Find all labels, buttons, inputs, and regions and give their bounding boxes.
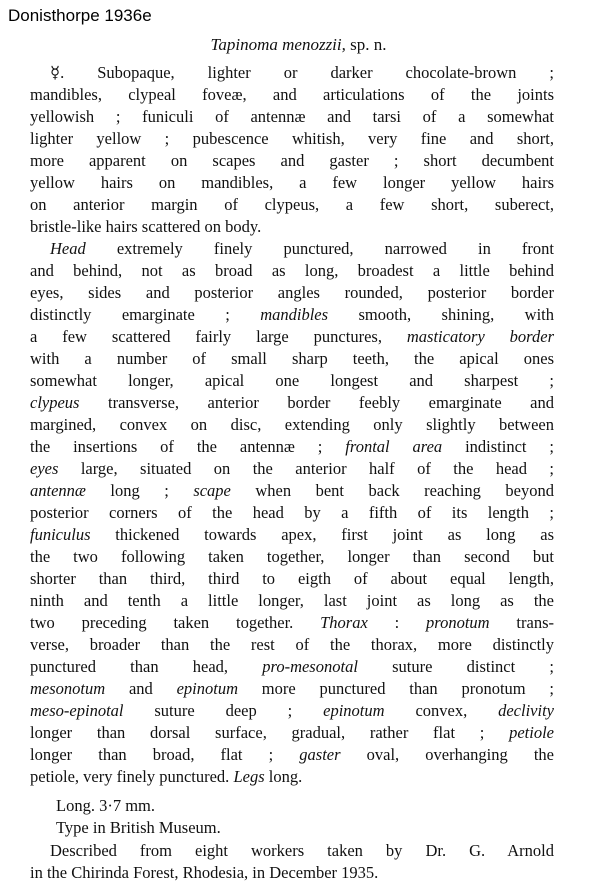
italic-term: petiole (509, 723, 554, 742)
text-segment: trans- (489, 613, 554, 632)
text-segment: shorter than third, third to eigth of about equal length, (30, 569, 554, 588)
text-segment: a few scattered fairly large punctures, (30, 327, 407, 346)
text-line (30, 502, 554, 524)
text-segment: large, situated on the anterior half of the head ; (58, 459, 554, 478)
text-line: yellow hairs on mandibles, a few longer yellow hairs (30, 173, 554, 192)
italic-term: meso-epinotal (30, 701, 124, 720)
italic-term: clypeus (30, 393, 80, 412)
text-segment: petiole, very finely punctured. (30, 767, 234, 786)
text-line (30, 766, 554, 788)
text-line (30, 546, 554, 568)
text-line (30, 700, 554, 722)
italic-term: masticatory border (406, 327, 554, 346)
text-line: bristle-like hairs scattered on body. (30, 217, 262, 236)
species-title (0, 35, 597, 55)
italic-term: epinotum (176, 679, 238, 698)
text-line (30, 260, 554, 282)
italic-term: epinotum (323, 701, 385, 720)
text-line (30, 414, 554, 436)
text-segment: two preceding taken together. (30, 613, 321, 632)
text-segment: the two following taken together, longer than second but (30, 547, 554, 566)
text-line (30, 612, 554, 634)
italic-term: pronotum (426, 613, 490, 632)
text-line: yellowish ; funiculi of antennæ and tarsi of a somewhat (30, 107, 554, 126)
text-segment: when bent back reaching beyond (230, 481, 554, 500)
text-line (30, 678, 554, 700)
italic-term: declivity (498, 701, 554, 720)
text-segment: the insertions of the antennæ ; (30, 437, 346, 456)
text-line (30, 590, 554, 612)
text-line (30, 656, 554, 678)
text-line (30, 326, 554, 348)
text-segment: smooth, shining, with (328, 305, 555, 324)
text-segment: eyes, sides and posterior angles rounded, posterior border (30, 283, 554, 302)
text-segment: with a number of small sharp teeth, the apical ones (30, 349, 554, 368)
text-segment: long ; (85, 481, 194, 500)
italic-term: antennæ (30, 481, 86, 500)
text-segment: more punctured than pronotum ; (238, 679, 554, 698)
text-segment: : (367, 613, 427, 632)
text-line (30, 370, 554, 392)
text-line (30, 568, 554, 590)
italic-term: gaster (299, 745, 341, 764)
text-line (30, 238, 554, 260)
italic-term: scape (193, 481, 231, 500)
text-segment: suture deep ; (123, 701, 324, 720)
text-segment: long. (264, 767, 303, 786)
text-line: mandibles, clypeal foveæ, and articulations of the joints (30, 85, 554, 104)
text-segment: posterior corners of the head by a fifth of its length ; (30, 503, 554, 522)
text-line: Described from eight workers taken by Dr. G. Arnold (50, 841, 554, 860)
text-segment: indistinct ; (442, 437, 555, 456)
text-line: ☿. Subopaque, lighter or darker chocolate-brown ; (50, 63, 554, 82)
text-line (30, 392, 554, 414)
text-segment: distinctly emarginate ; (30, 305, 261, 324)
text-segment: ninth and tenth a little longer, last joint as long as the (30, 591, 554, 610)
species-name: Tapinoma menozzii, (210, 35, 346, 54)
italic-term: funiculus (30, 525, 91, 544)
morphology-paragraph (30, 238, 554, 788)
text-segment: longer than broad, flat ; (30, 745, 300, 764)
italic-term: mandibles (260, 305, 329, 324)
text-segment: verse, broader than the rest of the thorax, more distinctly (30, 635, 554, 654)
text-line (30, 458, 554, 480)
text-line (30, 524, 554, 546)
source-tag: Donisthorpe 1936e (8, 6, 152, 25)
text-line: lighter yellow ; pubescence whitish, very fine and short, (30, 129, 554, 148)
text-segment: extremely finely punctured, narrowed in front (85, 239, 554, 258)
species-suffix: sp. n. (345, 35, 387, 54)
text-line (30, 744, 554, 766)
text-segment: punctured than head, (30, 657, 263, 676)
text-line (30, 480, 554, 502)
text-segment: suture distinct ; (357, 657, 554, 676)
italic-term: frontal area (345, 437, 443, 456)
text-segment: somewhat longer, apical one longest and sharpest ; (30, 371, 554, 390)
text-line (30, 634, 554, 656)
italic-term: Head (50, 239, 86, 258)
text-line (30, 436, 554, 458)
text-line: more apparent on scapes and gaster ; short decumbent (30, 151, 554, 170)
text-line: on anterior margin of clypeus, a few short, suberect, (30, 195, 554, 214)
text-segment: longer than dorsal surface, gradual, rather flat ; (30, 723, 510, 742)
text-segment: and (105, 679, 177, 698)
text-segment: margined, convex on disc, extending only slightly between (30, 415, 554, 434)
type-location: Type in British Museum. (56, 818, 221, 837)
description-paragraph (30, 62, 554, 238)
collection-paragraph (30, 840, 554, 884)
text-line (30, 348, 554, 370)
text-line (30, 722, 554, 744)
text-line (30, 282, 554, 304)
text-segment: convex, (384, 701, 499, 720)
text-line: in the Chirinda Forest, Rhodesia, in December 1935. (30, 863, 379, 882)
text-line (30, 304, 554, 326)
text-segment: thickened towards apex, first joint as long as (90, 525, 554, 544)
italic-term: Thorax (320, 613, 368, 632)
text-segment: transverse, anterior border feebly emarginate and (79, 393, 554, 412)
italic-term: Legs (233, 767, 265, 786)
length-measurement: Long. 3·7 mm. (56, 796, 155, 815)
text-segment: and behind, not as broad as long, broadest a little behind (30, 261, 554, 280)
text-segment: oval, overhanging the (340, 745, 554, 764)
italic-term: mesonotum (30, 679, 106, 698)
italic-term: eyes (30, 459, 59, 478)
italic-term: pro-mesonotal (262, 657, 358, 676)
